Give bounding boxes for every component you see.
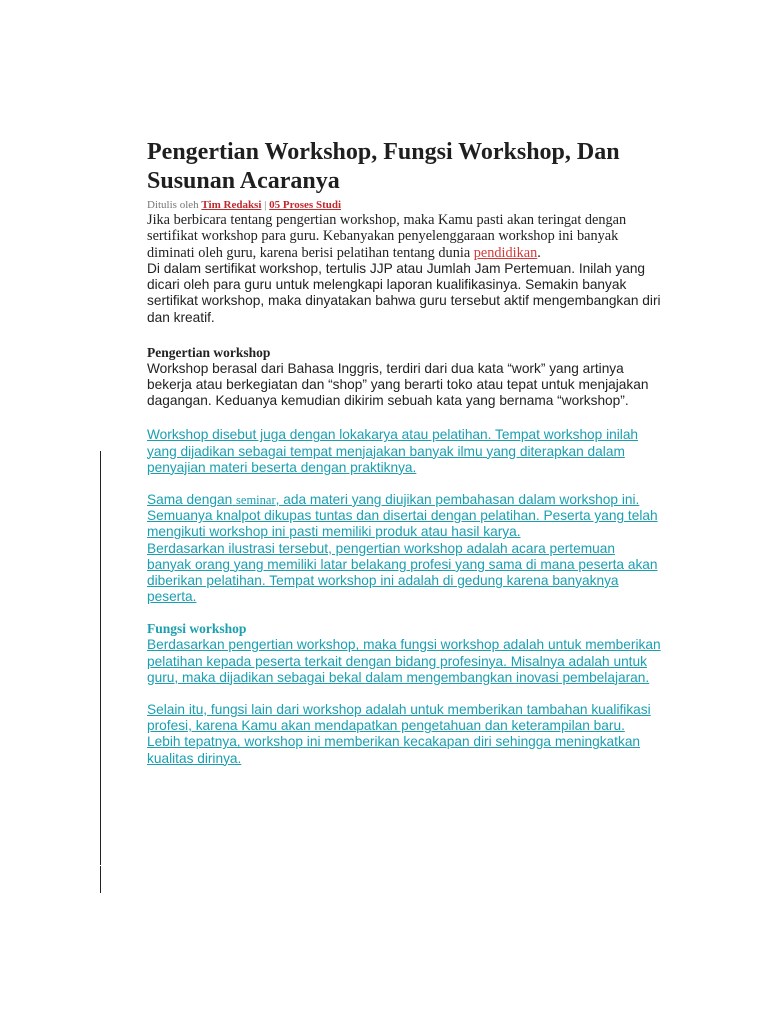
heading-pengertian: Pengertian workshop bbox=[147, 344, 271, 360]
category-link[interactable]: 05 Proses Studi bbox=[269, 199, 342, 211]
seminar-word: seminar bbox=[236, 492, 276, 507]
link-paragraph-ilustrasi[interactable]: Berdasarkan ilustrasi tersebut, pengertian workshop adalah acara pertemuan banyak orang yang memiliki latar belakang profesi yang sama di mana peserta akan diberikan pelatihan. Tempat workshop ini adalah di gedung karena banyaknya peserta. bbox=[147, 540, 658, 605]
article bbox=[147, 138, 662, 767]
link-paragraph-fungsi[interactable]: Berdasarkan pengertian workshop, maka fungsi workshop adalah untuk memberikan pelatihan kepada peserta terkait dengan bidang profesinya. Misalnya adalah untuk guru, maka dijadikan sebagai bekal dalam mengembangkan inovasi pembelajaran. bbox=[147, 637, 661, 685]
seminar-rest: , ada materi yang diujikan pembahasan dalam workshop ini. Semuanya knalpot dikupas tuntas dan disertai dengan pelatihan. Peserta yang telah mengikuti workshop ini pasti memiliki produk atau hasil karya. bbox=[147, 491, 658, 540]
pendidikan-link[interactable]: pendidikan bbox=[473, 244, 538, 261]
intro-text: Jika berbicara tentang pengertian workshop, maka Kamu pasti akan teringat dengan sertifikat workshop para guru. Kebanyakan penyelenggaraan workshop ini banyak diminati oleh guru, karena berisi pelatihan tentang dunia bbox=[147, 212, 627, 261]
byline bbox=[147, 199, 662, 212]
left-margin-bar-short bbox=[100, 866, 101, 893]
intro-paragraph bbox=[147, 212, 662, 261]
left-margin-bar bbox=[100, 451, 101, 865]
link-paragraph-seminar[interactable] bbox=[147, 492, 662, 541]
heading-fungsi: Fungsi workshop bbox=[147, 621, 247, 637]
paragraph-pengertian: Workshop berasal dari Bahasa Inggris, terdiri dari dua kata “work” yang artinya bekerja atau berkegiatan dan “shop” yang berarti toko atau tepat untuk menjajakan dagangan. Keduanya kemudian dikirim sebuah kata yang bernama “workshop”. bbox=[147, 360, 649, 409]
byline-prefix: Ditulis oleh bbox=[147, 199, 199, 211]
page-title: Pengertian Workshop, Fungsi Workshop, Dan Susunan Acaranya bbox=[147, 139, 620, 194]
link-paragraph-lokakarya[interactable]: Workshop disebut juga dengan lokakarya atau pelatihan. Tempat workshop inilah yang dijadikan sebagai tempat menjajakan banyak ilmu yang diterapkan dalam penyajian materi beserta dengan praktiknya. bbox=[147, 427, 639, 475]
intro-end: . bbox=[537, 244, 541, 261]
byline-separator: | bbox=[264, 199, 267, 211]
paragraph-jjp: Di dalam sertifikat workshop, tertulis JJP atau Jumlah Jam Pertemuan. Inilah yang dicari oleh para guru untuk melengkapi laporan kualifikasinya. Semakin banyak sertifikat workshop, maka dinyatakan bahwa guru tersebut aktif mengembangkan diri dan kreatif. bbox=[147, 260, 661, 325]
seminar-start: Sama dengan bbox=[147, 491, 233, 507]
link-paragraph-kualifikasi[interactable]: Selain itu, fungsi lain dari workshop adalah untuk memberikan tambahan kualifikasi profesi, karena Kamu akan mendapatkan pengetahuan dan keterampilan baru. Lebih tepatnya, workshop ini memberikan kecakapan diri sehingga meningkatkan kualitas dirinya. bbox=[147, 701, 651, 766]
author-link[interactable]: Tim Redaksi bbox=[201, 199, 262, 211]
